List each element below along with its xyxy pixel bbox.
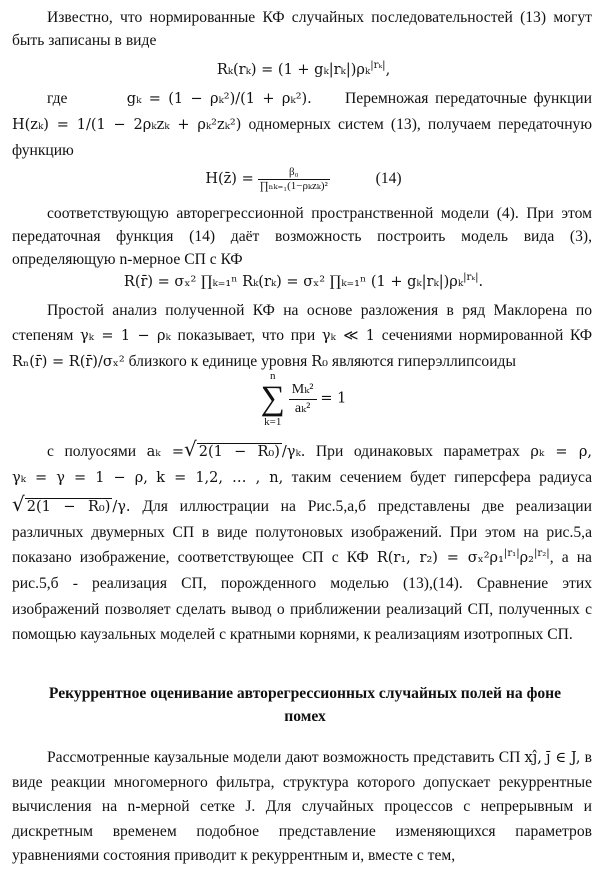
equation-3	[0, 270, 607, 294]
paragraph-6: Рассмотренные каузальные модели дают возможность представить СП xĵ, j̄ ∈ J, в виде реакции многомерного фильтра, структура которого допускает рекуррентные вычисления на n-мерной сетке J. Для случайных процессов с непрерывным и дискретным временем подобное представление изменяющихся параметров уравнениями состояния приводит к рекуррентным и, вместе с тем,	[12, 749, 593, 865]
paragraph-5: с полуосями aₖ =√ 2(1 − R₀) /γₖ. При одинаковых параметрах ρₖ = ρ, γₖ = γ = 1 − ρ, k = 1,2, … , n, таким сечением будет гиперсфера радиуса √ 2(1 − R₀) /γ. Для иллюстрации на Рис.5,а,б представлены две реализации различных двумерных СП в виде полутоновых изображений. При этом на рис.5,а показано изображение, соответствующее СП с КФ R(r₁, r₂) = σₓ²ρ₁$^{|r_1|}$ρ₂$^{|r_2|}$, а на рис.5,б - реализация СП, порожденного моделью (13),(14). Сравнение этих изображений позволяет сделать вывод о приближении реализаций СП, полученных с помощью каузальных моделей с кратными корнями, к реализациям изотропных СП.	[12, 437, 592, 644]
paragraph-2: где gₖ = (1 − ρₖ²)/(1 + ρₖ²). Перемножая передаточные функции H(zₖ) = 1/(1 − 2ρₖzₖ + ρₖ²zₖ²) одномерных систем (13), получаем передаточную функцию	[12, 90, 593, 159]
paragraph-1: Известно, что нормированные КФ случайных последовательностей (13) могут быть записаны в виде	[12, 9, 592, 50]
equation-3-body: R(r̄) = σₓ² ∏ₖ₌₁ⁿ Rₖ(rₖ) = σₓ² ∏ₖ₌₁ⁿ (1 + gₖ|rₖ|)ρₖ$^{|r_k|}$.	[123, 272, 484, 290]
equation-1	[0, 58, 607, 82]
equation-2: H(z̄) = $\frac{\text{β₀}}{\text{∏ₙₖ₌₁(1−ρₖzₖ)²}}$ (14)	[205, 166, 402, 192]
equation-4: n ∑ k=1 $\frac{\text{Mₖ²}}{\text{aₖ²}} = 1$	[260, 370, 347, 428]
equation-2-fraction: $\frac{\text{β₀}}{\text{∏ₙₖ₌₁(1−ρₖzₖ)²}}$	[259, 166, 328, 192]
equation-4-fraction: $\frac{\text{Mₖ²}}{\text{aₖ²}}$	[289, 381, 317, 418]
sum-symbol: n ∑ k=1	[260, 370, 285, 428]
paragraph-3: соответствующую авторегрессионной пространственной модели (4). При этом передаточная функция (14) даёт возможность построить модель вида (3), определяющую n-мерное СП с КФ	[12, 205, 592, 269]
paragraph-4: Простой анализ полученной КФ на основе разложения в ряд Маклорена по степеням γₖ = 1 − ρₖ показывает, что при γₖ ≪ 1 сечениями нормированной КФ Rₙ(r̄) = R(r̄)/σₓ² близкого к единице уровня R₀ являются гиперэллипсоиды	[12, 302, 593, 370]
h-definition: H(zₖ) = 1/(1 − 2ρₖzₖ + ρₖ²zₖ²)	[12, 117, 242, 133]
section-heading: Рекуррентное оценивание авторегрессионных случайных полей на фоне помех	[48, 685, 562, 726]
kf-expression: R(r₁, r₂) = σₓ²ρ₁$^{|r_1|}$ρ₂$^{|r_2|}$	[376, 548, 550, 567]
equation-tag-14: (14)	[375, 170, 402, 188]
g-definition: gₖ = (1 − ρₖ²)/(1 + ρₖ²).	[126, 91, 312, 107]
equation-1-body: Rₖ(rₖ) = (1 + gₖ|rₖ|)ρₖ$^{|r_k|}$,	[216, 60, 391, 78]
